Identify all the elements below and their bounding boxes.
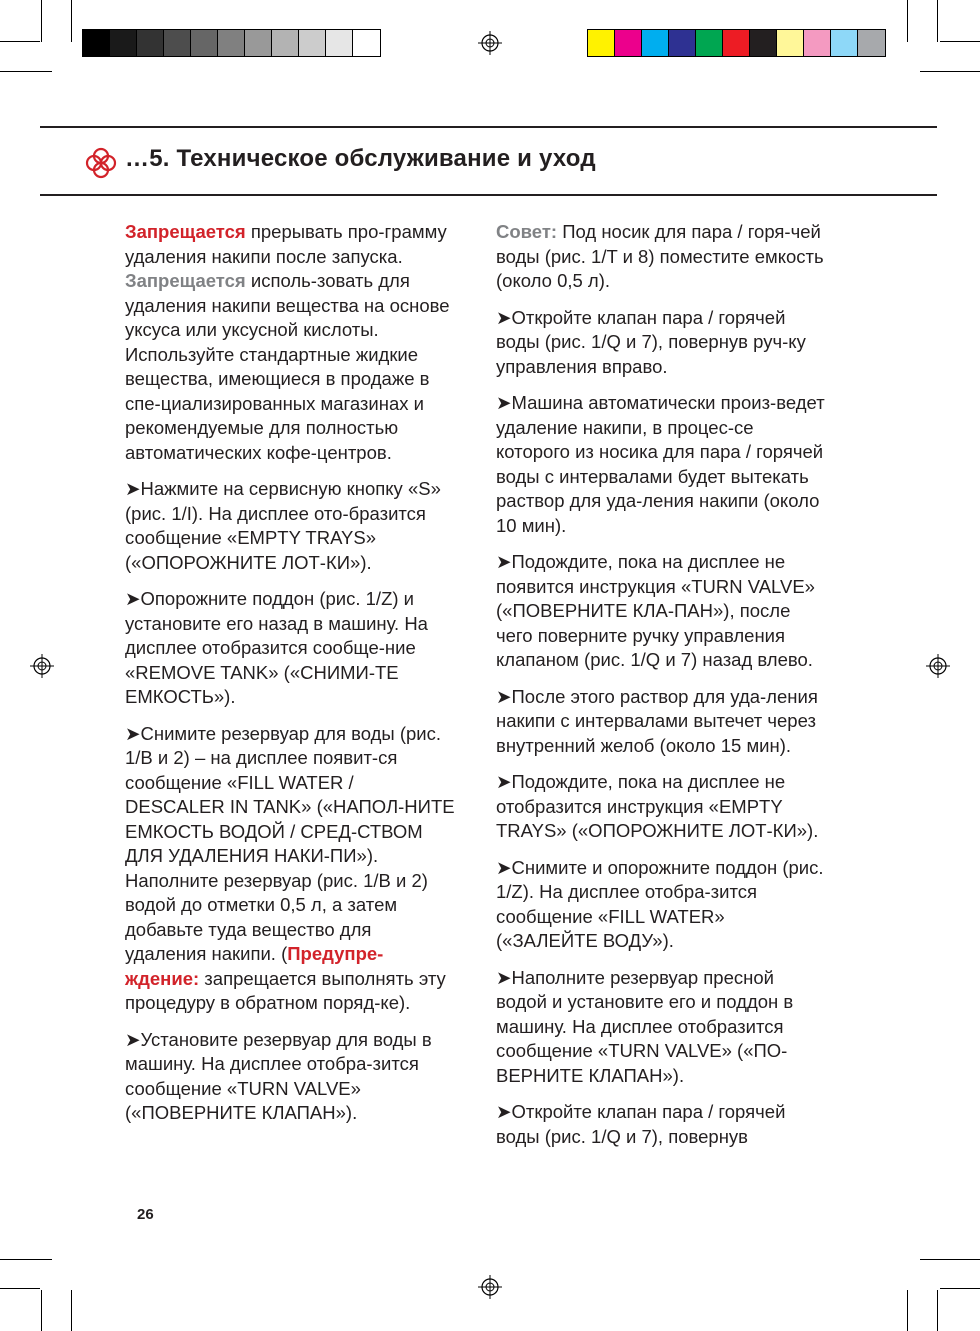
color-swatch <box>615 30 642 56</box>
right-column <box>496 220 828 1161</box>
header-bottom-rule <box>40 194 937 196</box>
crop-mark <box>937 1290 938 1331</box>
header-top-rule <box>40 126 937 128</box>
crop-mark <box>920 1259 980 1260</box>
paragraph: ➤Снимите резервуар для воды (рис. 1/B и 2) – на дисплее появит-ся сообщение «FILL WATER / DESCALER IN TANK» («НАПОЛ-НИТЕ ЕМКОСТЬ ВОДОЙ / СРЕД-СТВОМ ДЛЯ УДАЛЕНИЯ НАКИ-ПИ»). Наполните резервуар (рис. 1/B и 2) водой до отметки 0,5 л, а затем добавьте туда вещество для удаления накипи. (Предупре-ждение: запрещается выполнять эту процедуру в обратном поряд-ке). <box>125 722 455 1013</box>
section-title: …5. Техническое обслуживание и уход <box>125 145 596 172</box>
paragraph: ➤Машина автоматически произ-ведет удаление накипи, в процес-се которого из носика для пара / горячей воды с интервалами будет вытекать раствор для уда-ления накипи (около 10 мин). <box>496 392 825 536</box>
crop-mark <box>937 0 938 42</box>
color-swatch <box>777 30 804 56</box>
color-swatch <box>137 30 164 56</box>
color-bar <box>587 29 886 57</box>
crop-mark <box>41 0 42 42</box>
paragraph: ➤Наполните резервуар пресной водой и установите его и поддон в машину. На дисплее отобразится сообщение «TURN VALVE» («ПО-ВЕРНИТЕ КЛАПАН»). <box>496 966 794 1086</box>
color-swatch <box>669 30 696 56</box>
color-swatch <box>164 30 191 56</box>
crop-mark <box>920 71 980 72</box>
grayscale-bar <box>82 29 381 57</box>
color-swatch <box>83 30 110 56</box>
color-swatch <box>272 30 299 56</box>
crop-mark <box>41 1290 42 1331</box>
color-swatch <box>588 30 615 56</box>
warning-word: Запрещается <box>125 270 246 291</box>
paragraph: ➤Снимите и опорожните поддон (рис. 1/Z). На дисплее отобра-зится сообщение «FILL WATER» («ЗАЛЕЙТЕ ВОДУ»). <box>496 856 824 951</box>
paragraph: ➤Опорожните поддон (рис. 1/Z) и установите его назад в машину. На дисплее отобразится сообще-ние «REMOVE TANK» («СНИМИ-ТЕ ЕМКОСТЬ»). <box>125 588 428 707</box>
paragraph: Запрещается прерывать про-грамму удаления накипи после запуска. Запрещается исполь-зовать для удаления накипи вещества на основе уксуса или уксусной кислоты. Используйте стандартные жидкие вещества, имеющиеся в продаже в спе-циализированных магазинах и рекомендуемые для полностью автоматических кофе-центров. <box>125 221 450 463</box>
color-swatch <box>831 30 858 56</box>
page-number: 26 <box>137 1206 154 1223</box>
color-swatch <box>696 30 723 56</box>
registration-mark-icon <box>30 654 54 678</box>
warning-word: Запрещается <box>125 221 246 242</box>
crop-mark <box>940 1288 980 1289</box>
color-swatch <box>723 30 750 56</box>
paragraph: ➤Нажмите на сервисную кнопку «S» (рис. 1/I). На дисплее ото-бразится сообщение «EMPTY TRAYS» («ОПОРОЖНИТЕ ЛОТ-КИ»). <box>125 478 441 573</box>
crop-mark <box>0 1259 52 1260</box>
brand-flower-icon <box>84 146 118 180</box>
crop-mark <box>0 41 40 42</box>
paragraph: ➤Подождите, пока на дисплее не отобразится инструкция «EMPTY TRAYS» («ОПОРОЖНИТЕ ЛОТ-КИ»). <box>496 771 819 841</box>
crop-mark <box>71 0 72 42</box>
crop-mark <box>0 71 52 72</box>
color-swatch <box>191 30 218 56</box>
crop-mark <box>71 1290 72 1331</box>
warning-word: Предупре-ждение: <box>125 943 384 989</box>
color-swatch <box>110 30 137 56</box>
registration-mark-icon <box>478 31 502 55</box>
registration-mark-icon <box>926 654 950 678</box>
crop-mark <box>907 1290 908 1331</box>
color-swatch <box>326 30 353 56</box>
registration-mark-icon <box>478 1275 502 1299</box>
paragraph: ➤Установите резервуар для воды в машину. На дисплее отобра-зится сообщение «TURN VALVE» («ПОВЕРНИТЕ КЛАПАН»). <box>125 1028 432 1123</box>
color-swatch <box>218 30 245 56</box>
left-column <box>125 220 457 1138</box>
paragraph: ➤Откройте клапан пара / горячей воды (рис. 1/Q и 7), повернув <box>496 1101 786 1147</box>
color-swatch <box>299 30 326 56</box>
color-swatch <box>858 30 885 56</box>
paragraph: ➤После этого раствор для уда-ления накипи с интервалами вытечет через внутренний желоб (около 15 мин). <box>496 685 818 756</box>
color-swatch <box>245 30 272 56</box>
paragraph: ➤Откройте клапан пара / горячей воды (рис. 1/Q и 7), повернув руч-ку управления вправо. <box>496 306 806 377</box>
crop-mark <box>907 0 908 42</box>
color-swatch <box>750 30 777 56</box>
color-swatch <box>353 30 380 56</box>
color-swatch <box>642 30 669 56</box>
crop-mark <box>0 1288 40 1289</box>
tip-label: Совет: <box>496 221 558 242</box>
paragraph: Совет: Под носик для пара / горя-чей воды (рис. 1/T и 8) поместите емкость (около 0,5 л). <box>496 221 824 291</box>
color-swatch <box>804 30 831 56</box>
crop-mark <box>940 41 980 42</box>
paragraph: ➤Подождите, пока на дисплее не появится инструкция «TURN VALVE» («ПОВЕРНИТЕ КЛА-ПАН»), после чего поверните ручку управления клапаном (рис. 1/Q и 7) назад влево. <box>496 551 815 670</box>
